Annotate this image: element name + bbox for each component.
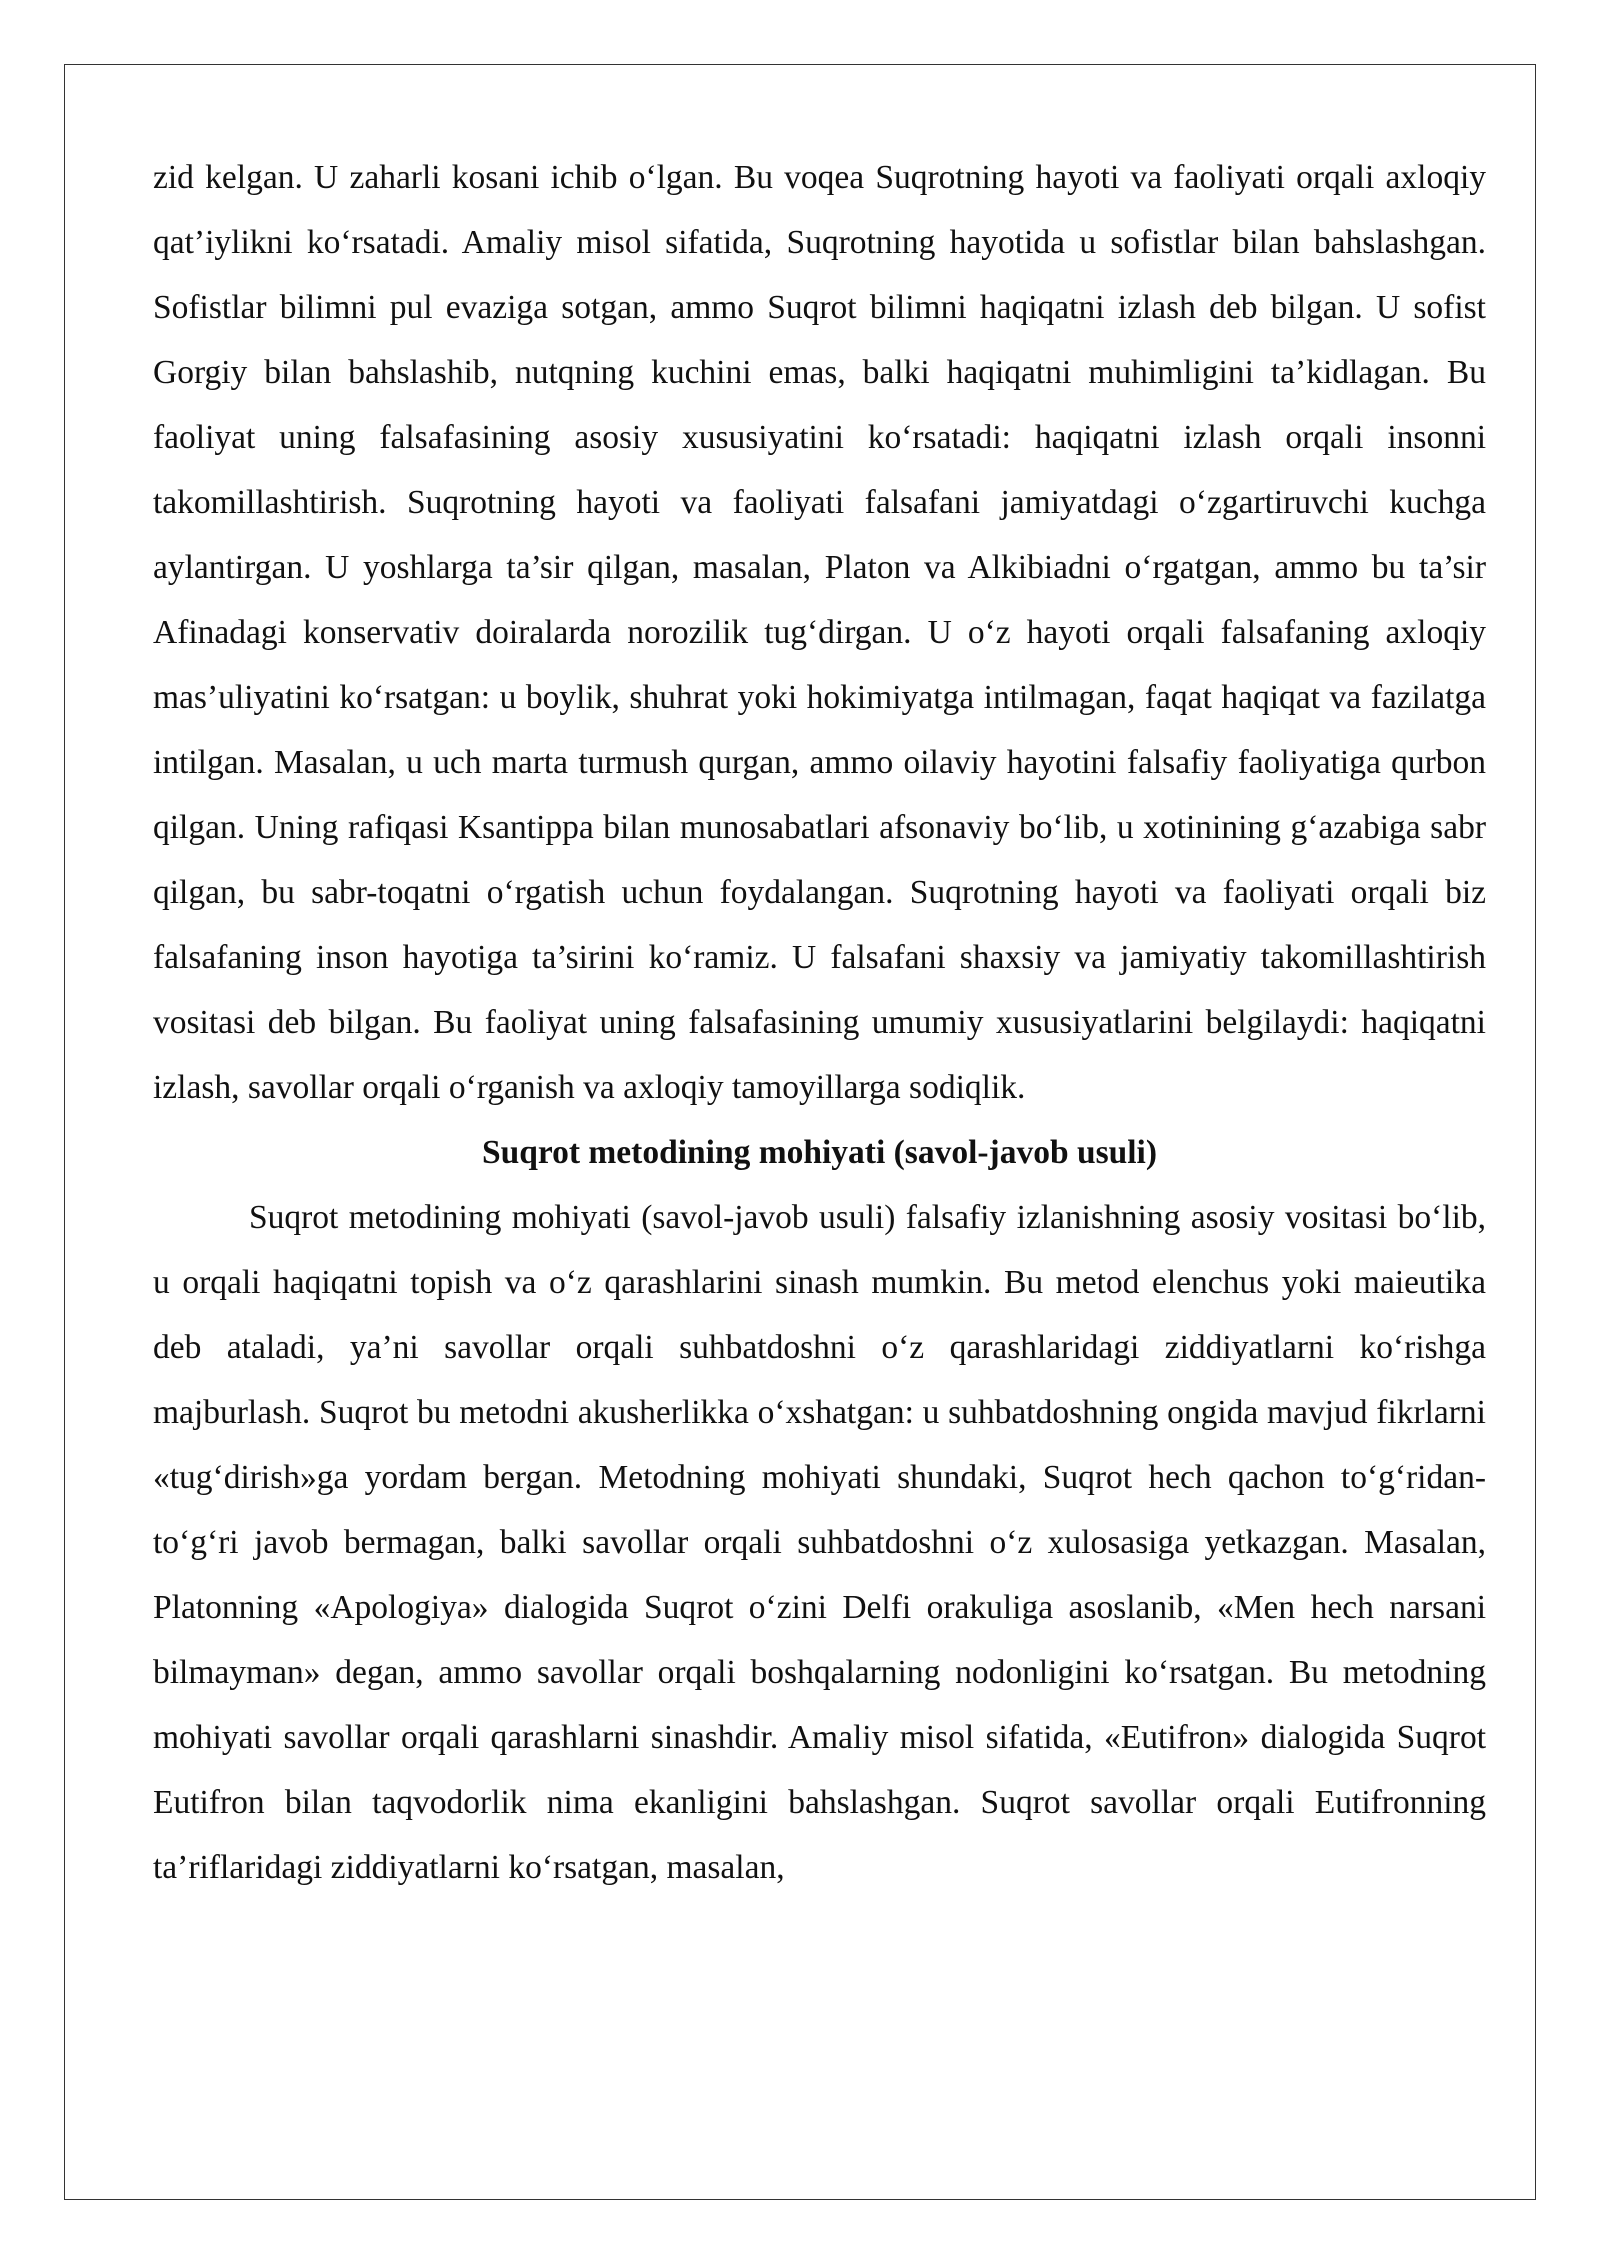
document-body xyxy=(153,145,1486,1900)
body-paragraph-method: Suqrot metodining mohiyati (savol-javob usuli) falsafiy izlanishning asosiy vositasi bo‘lib, u orqali haqiqatni topish va o‘z qarashlarini sinash mumkin. Bu metod elenchus yoki maieutika deb ataladi, ya’ni savollar orqali suhbatdoshni o‘z qarashlaridagi ziddiyatlarni ko‘rishga majburlash. Suqrot bu metodni akusherlikka o‘xshatgan: u suhbatdoshning ongida mavjud fikrlarni «tug‘dirish»ga yordam bergan. Metodning mohiyati shundaki, Suqrot hech qachon to‘g‘ridan-to‘g‘ri javob bermagan, balki savollar orqali suhbatdoshni o‘z xulosasiga yetkazgan. Masalan, Platonning «Apologiya» dialogida Suqrot o‘zini Delfi orakuliga asoslanib, «Men hech narsani bilmayman» degan, ammo savollar orqali boshqalarning nodonligini ko‘rsatgan. Bu metodning mohiyati savollar orqali qarashlarni sinashdir. Amaliy misol sifatida, «Eutifron» dialogida Suqrot Eutifron bilan taqvodorlik nima ekanligini bahslashgan. Suqrot savollar orqali Eutifronning ta’riflaridagi ziddiyatlarni ko‘rsatgan, masalan, xyxy=(153,1199,1486,1886)
section-heading: Suqrot metodining mohiyati (savol-javob usuli) xyxy=(481,1134,1158,1171)
body-paragraph-continued: zid kelgan. U zaharli kosani ichib o‘lgan. Bu voqea Suqrotning hayoti va faoliyati orqali axloqiy qat’iylikni ko‘rsatadi. Amaliy misol sifatida, Suqrotning hayotida u sofistlar bilan bahslashgan. Sofistlar bilimni pul evaziga sotgan, ammo Suqrot bilimni haqiqatni izlash deb bilgan. U sofist Gorgiy bilan bahslashib, nutqning kuchini emas, balki haqiqatni muhimligini ta’kidlagan. Bu faoliyat uning falsafasining asosiy xususiyatini ko‘rsatadi: haqiqatni izlash orqali insonni takomillashtirish. Suqrotning hayoti va faoliyati falsafani jamiyatdagi o‘zgartiruvchi kuchga aylantirgan. U yoshlarga ta’sir qilgan, masalan, Platon va Alkibiadni o‘rgatgan, ammo bu ta’sir Afinadagi konservativ doiralarda norozilik tug‘dirgan. U o‘z hayoti orqali falsafaning axloqiy mas’uliyatini ko‘rsatgan: u boylik, shuhrat yoki hokimiyatga intilmagan, faqat haqiqat va fazilatga intilgan. Masalan, u uch marta turmush qurgan, ammo oilaviy hayotini falsafiy faoliyatiga qurbon qilgan. Uning rafiqasi Ksantippa bilan munosabatlari afsonaviy bo‘lib, u xotinining g‘azabiga sabr qilgan, bu sabr-toqatni o‘rgatish uchun foydalangan. Suqrotning hayoti va faoliyati orqali biz falsafaning inson hayotiga ta’sirini ko‘ramiz. U falsafani shaxsiy va jamiyatiy takomillashtirish vositasi deb bilgan. Bu faoliyat uning falsafasining umumiy xususiyatlarini belgilaydi: haqiqatni izlash, savollar orqali o‘rganish va axloqiy tamoyillarga sodiqlik. xyxy=(153,159,1486,1106)
